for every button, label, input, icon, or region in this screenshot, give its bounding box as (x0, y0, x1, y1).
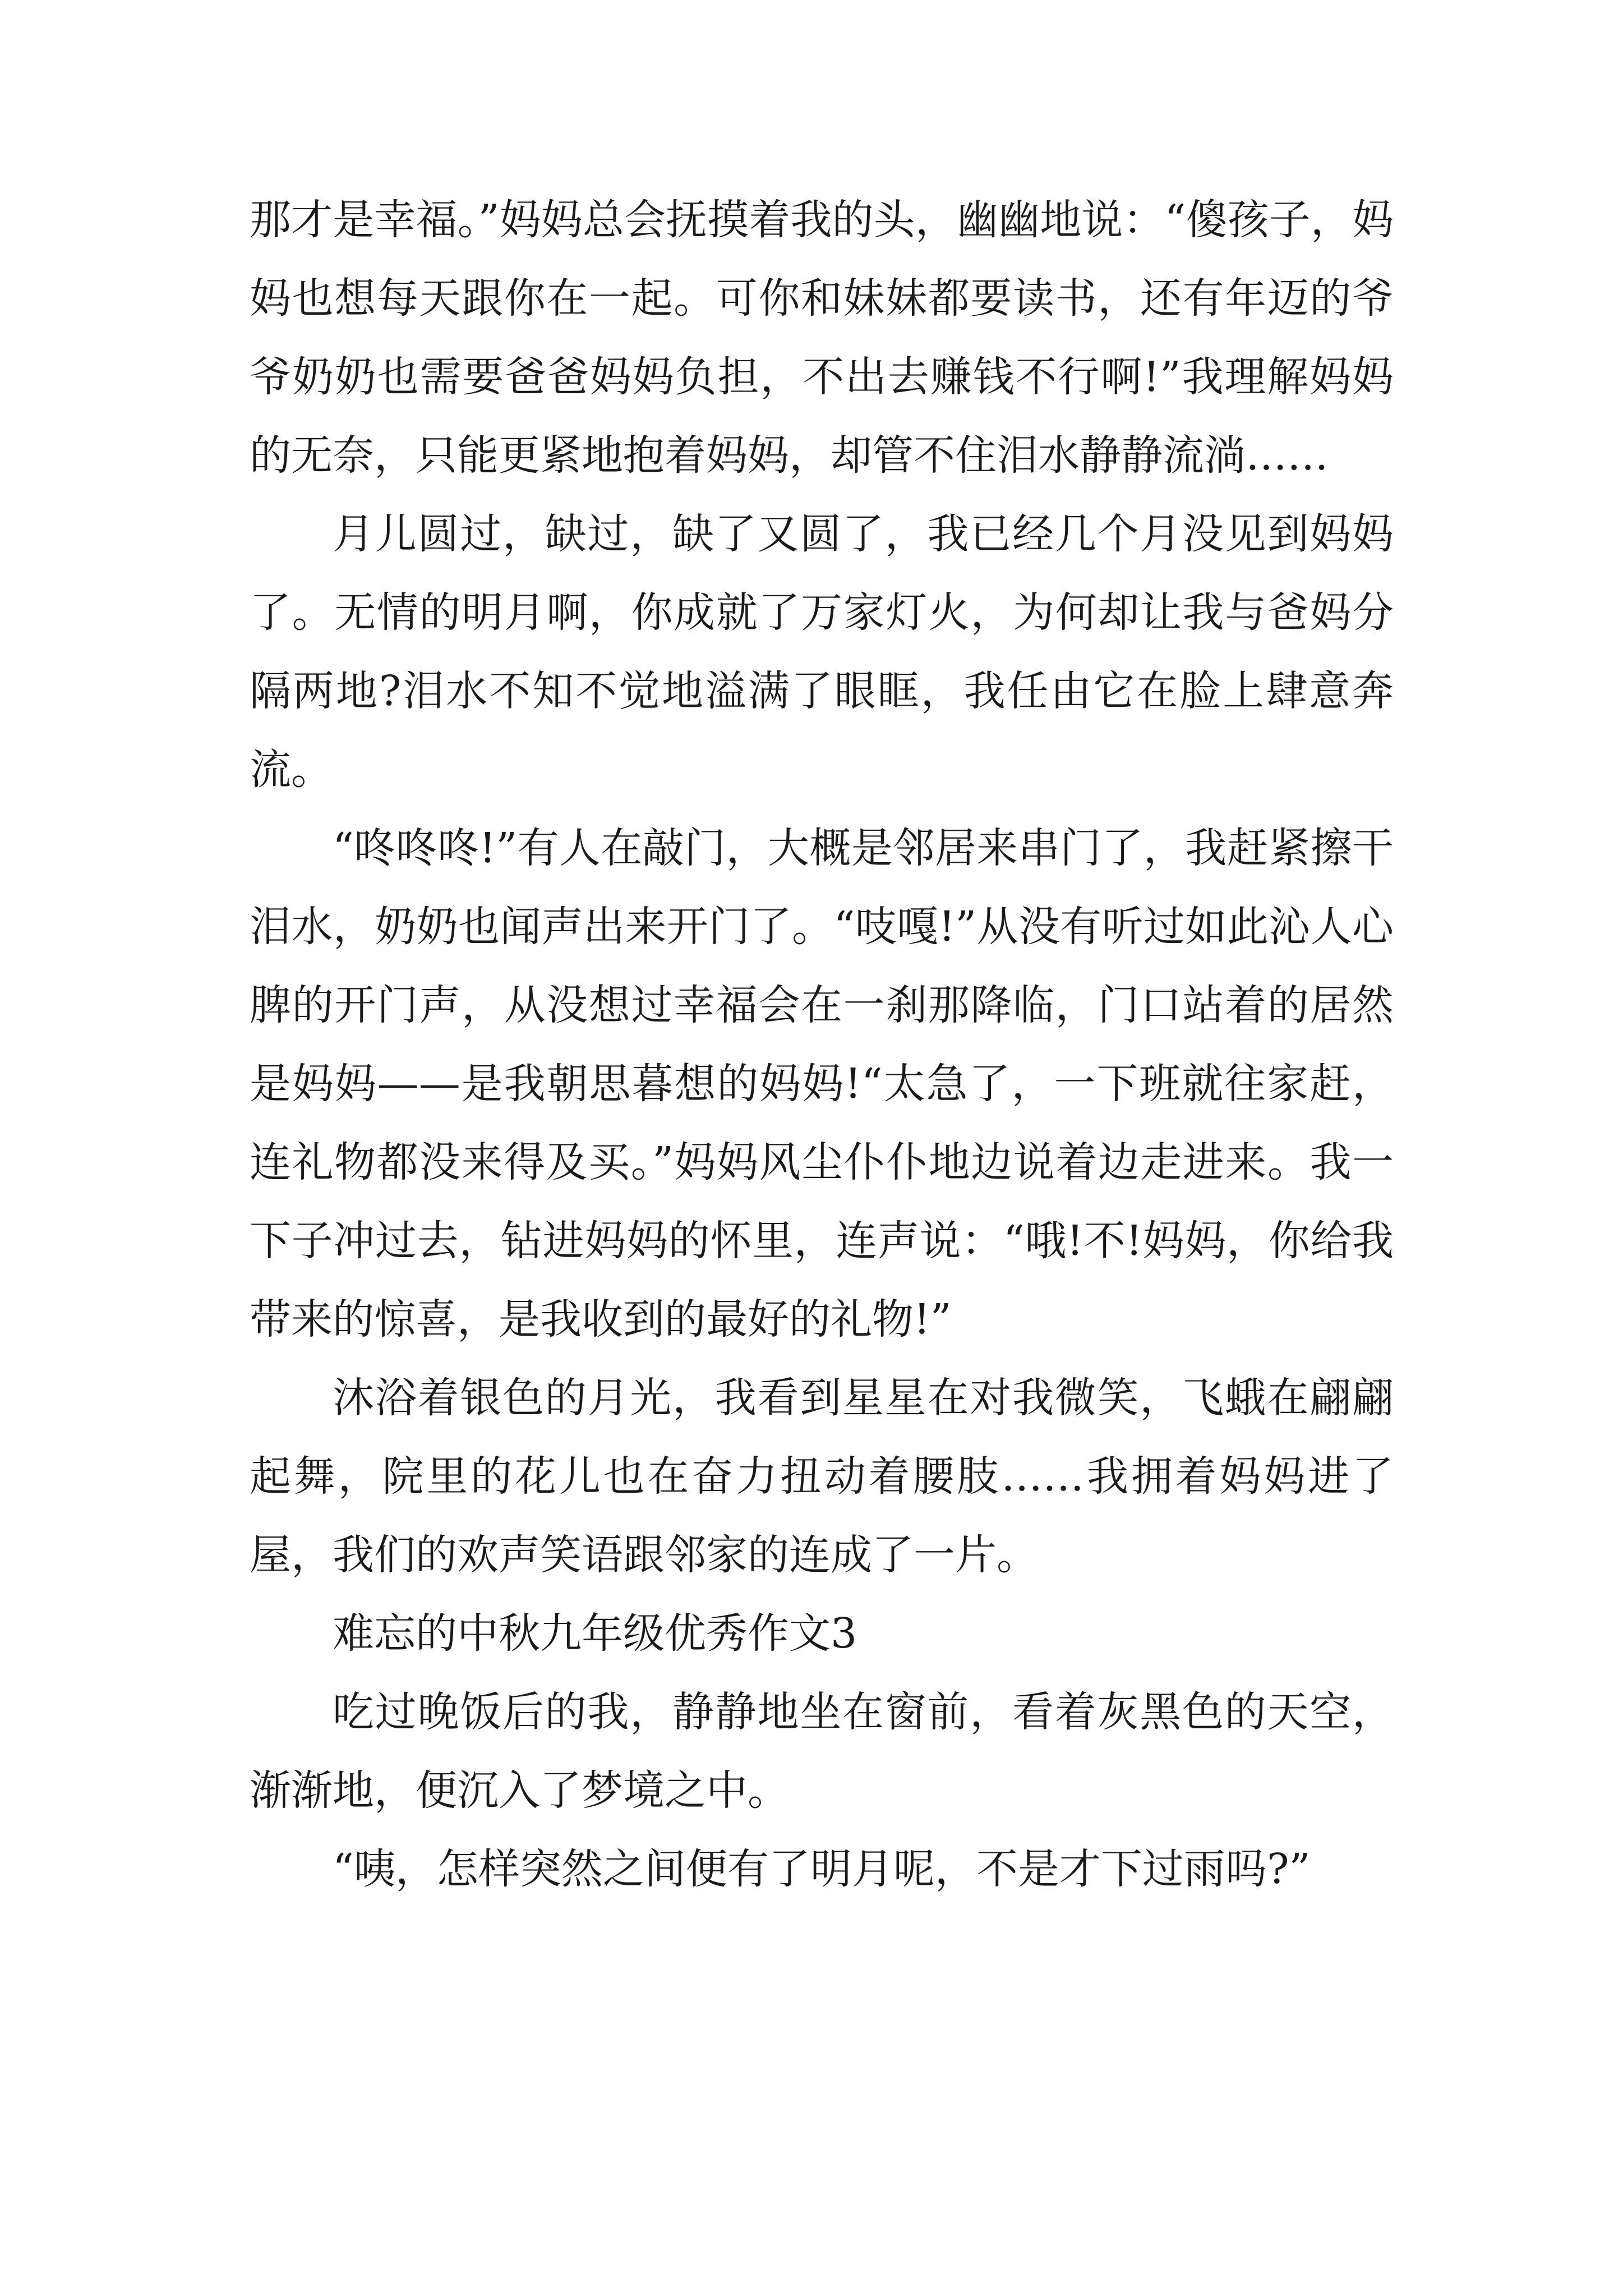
paragraph-after-dinner: 吃过晚饭后的我，静静地坐在窗前，看着灰黑色的天空，渐渐地，便沉入了梦境之中。 (250, 1688, 1394, 1815)
essay-title-3: 难忘的中秋九年级优秀作文3 (333, 1609, 857, 1658)
paragraph-continuation: 那才是幸福。”妈妈总会抚摸着我的头，幽幽地说：“傻孩子，妈妈也想每天跟你在一起。可你和妹妹都要读书，还有年迈的爷爷奶奶也需要爸爸妈妈负担，不出去赚钱不行啊!”我理解妈妈的无奈，只能更紧地抱着妈妈，却管不住泪水静静流淌…… (250, 196, 1394, 480)
paragraph-moonlight: 沐浴着银色的月光，我看到星星在对我微笑，飞蛾在翩翩起舞，院里的花儿也在奋力扭动着腰肢……我拥着妈妈进了屋，我们的欢声笑语跟邻家的连成了一片。 (250, 1374, 1394, 1579)
essay-body (250, 181, 1394, 1908)
paragraph-knock: “咚咚咚!”有人在敲门，大概是邻居来串门了，我赶紧擦干泪水，奶奶也闻声出来开门了。“吱嘎!”从没有听过如此沁人心脾的开门声，从没想过幸福会在一刹那降临，门口站着的居然是妈妈——是我朝思暮想的妈妈!“太急了，一下班就往家赶，连礼物都没来得及买。”妈妈风尘仆仆地边说着边走进来。我一下子冲过去，钻进妈妈的怀里，连声说：“哦!不!妈妈，你给我带来的惊喜，是我收到的最好的礼物!” (250, 824, 1394, 1343)
paragraph-moon: 月儿圆过，缺过，缺了又圆了，我已经几个月没见到妈妈了。无情的明月啊，你成就了万家灯火，为何却让我与爸妈分隔两地?泪水不知不觉地溢满了眼眶，我任由它在脸上肆意奔流。 (250, 510, 1394, 794)
paragraph-question: “咦，怎样突然之间便有了明月呢，不是才下过雨吗?” (333, 1845, 1311, 1893)
